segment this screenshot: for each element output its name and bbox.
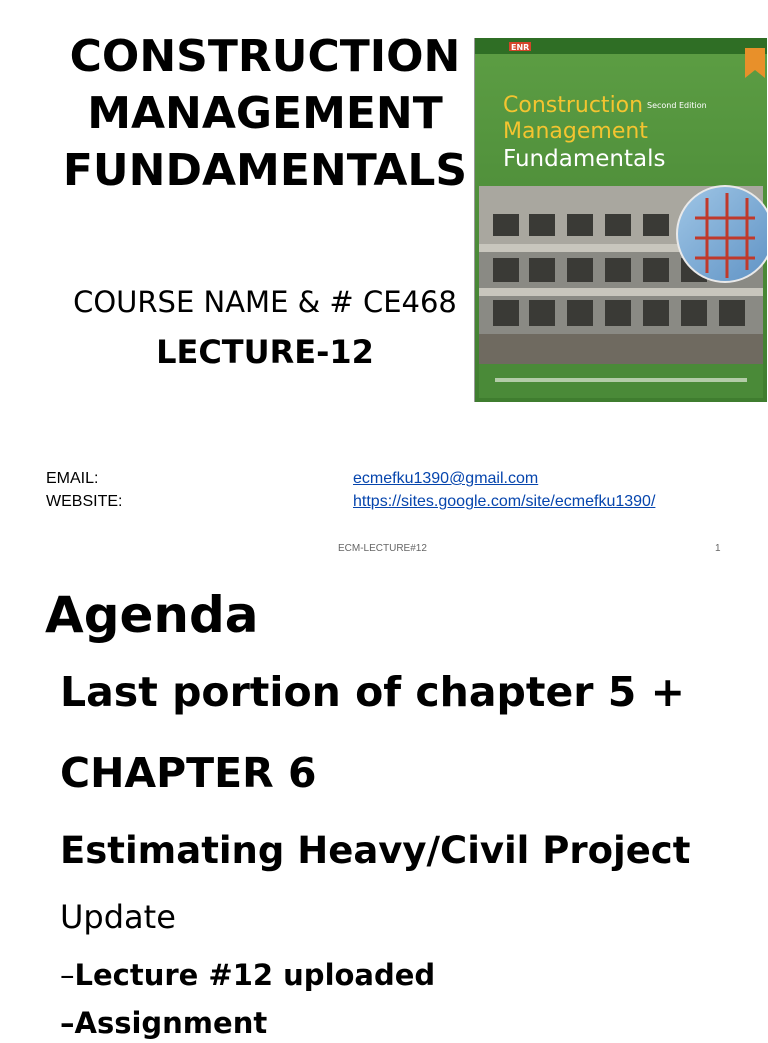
cover-title-line-2: Management bbox=[503, 119, 648, 144]
lecture-number: LECTURE-12 bbox=[156, 333, 374, 371]
website-label: WEBSITE: bbox=[46, 493, 123, 510]
cover-title-line-3: Fundamentals bbox=[503, 146, 666, 172]
agenda-item-4: Update bbox=[60, 898, 176, 936]
agenda-title: Agenda bbox=[45, 586, 259, 644]
agenda-subitem-1-text: Lecture #12 uploaded bbox=[74, 958, 436, 992]
title-line-3: FUNDAMENTALS bbox=[62, 145, 468, 196]
dash: – bbox=[60, 958, 75, 992]
page-number: 1 bbox=[715, 543, 721, 554]
website-link[interactable]: https://sites.google.com/site/ecmefku1390/ bbox=[353, 493, 656, 510]
enr-badge-text: ENR bbox=[511, 43, 530, 52]
book-cover-image bbox=[474, 38, 767, 402]
email-label: EMAIL: bbox=[46, 470, 99, 487]
email-link[interactable]: ecmefku1390@gmail.com bbox=[353, 470, 539, 487]
footer-lecture: ECM-LECTURE#12 bbox=[338, 543, 427, 554]
agenda-item-2: CHAPTER 6 bbox=[60, 749, 317, 797]
slide-title bbox=[30, 28, 500, 199]
agenda-subitem-1 bbox=[60, 955, 435, 995]
title-line-2: MANAGEMENT bbox=[87, 88, 443, 139]
agenda-item-1: Last portion of chapter 5 + bbox=[60, 668, 685, 716]
title-line-1: CONSTRUCTION bbox=[69, 31, 461, 82]
book-cover-illustration bbox=[475, 38, 767, 402]
course-name: COURSE NAME & # CE468 bbox=[73, 285, 457, 319]
agenda-item-3: Estimating Heavy/Civil Project bbox=[60, 829, 691, 872]
steel-frame-inset bbox=[677, 186, 767, 282]
cover-title-line-1: Construction bbox=[503, 93, 644, 118]
agenda-subitem-2: –Assignment bbox=[60, 1006, 268, 1040]
cover-edition: Second Edition bbox=[647, 101, 707, 110]
